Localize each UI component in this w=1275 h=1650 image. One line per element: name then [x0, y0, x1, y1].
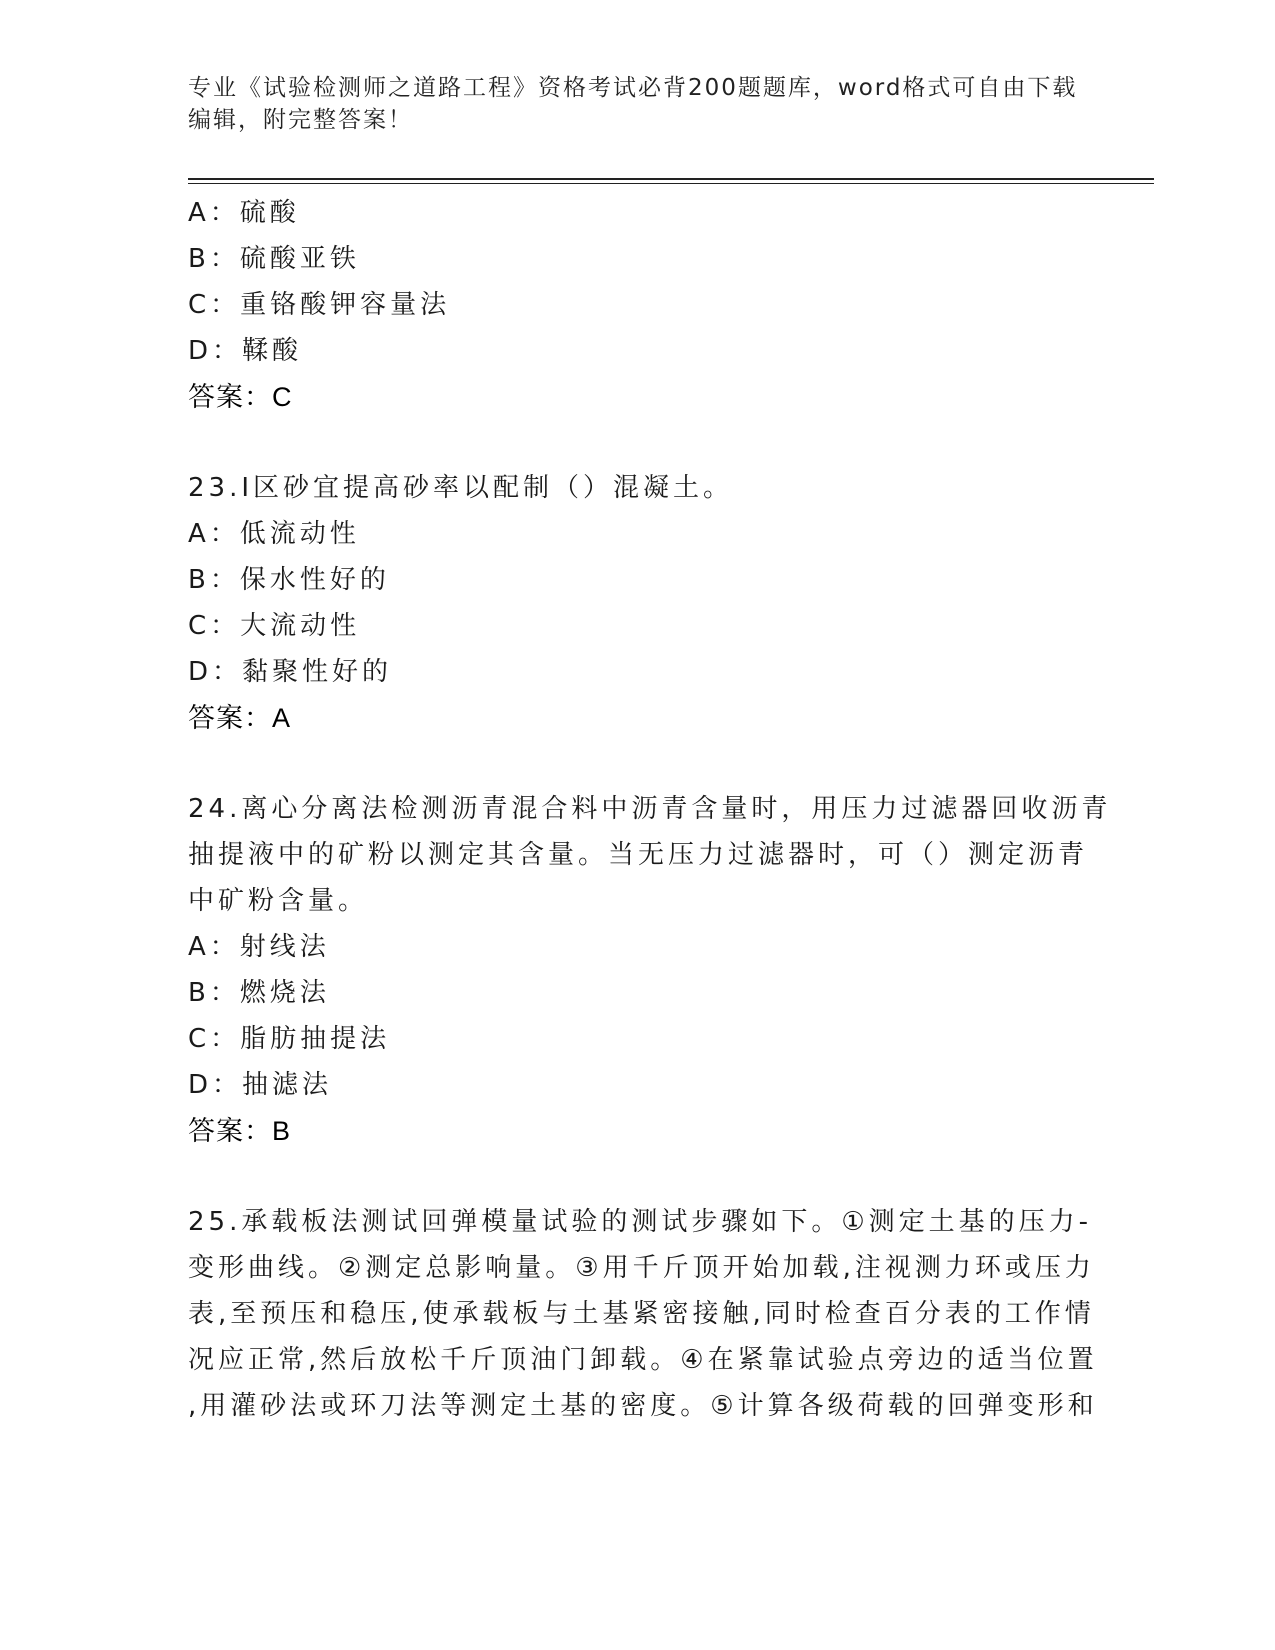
option-b: B：硫酸亚铁: [188, 244, 360, 274]
option-b: B：燃烧法: [188, 978, 330, 1008]
question-spacer: [188, 1154, 1088, 1199]
answer-line: 答案：B: [188, 1116, 292, 1146]
question-23: [188, 465, 1088, 741]
header-rule-thick: [188, 178, 1154, 180]
question-22: [188, 190, 1088, 420]
option-c: C：重铬酸钾容量法: [188, 290, 451, 320]
option-d: D：黏聚性好的: [188, 657, 393, 687]
option-b: B：保水性好的: [188, 565, 390, 595]
option-d: D：鞣酸: [188, 336, 303, 366]
option-c: C：大流动性: [188, 611, 361, 641]
option-d: D：抽滤法: [188, 1070, 333, 1100]
question-25: [188, 1199, 1098, 1429]
header-line-2: 编辑，附完整答案！: [188, 107, 413, 133]
option-a: A：射线法: [188, 932, 330, 962]
question-stem: 23.Ⅰ区砂宜提高砂率以配制（）混凝土。: [188, 473, 734, 503]
question-stem-line: 24.离心分离法检测沥青混合料中沥青含量时，用压力过滤器回收沥青: [188, 794, 1112, 824]
document-body: [188, 190, 1112, 1429]
question-stem-line: 中矿粉含量。: [188, 886, 369, 916]
question-spacer: [188, 420, 1088, 465]
question-stem-line: 变形曲线。②测定总影响量。③用千斤顶开始加载,注视测力环或压力: [188, 1253, 1095, 1283]
question-stem-line: 抽提液中的矿粉以测定其含量。当无压力过滤器时，可（）测定沥青: [188, 840, 1089, 870]
option-a: A：硫酸: [188, 198, 300, 228]
question-spacer: [188, 741, 1088, 786]
question-stem-line: 表,至预压和稳压,使承载板与土基紧密接触,同时检查百分表的工作情: [188, 1299, 1095, 1329]
question-stem-line: ,用灌砂法或环刀法等测定土基的密度。⑤计算各级荷载的回弹变形和: [188, 1391, 1098, 1421]
question-stem-line: 况应正常,然后放松千斤顶油门卸载。④在紧靠试验点旁边的适当位置: [188, 1345, 1098, 1375]
document-header: [188, 72, 1088, 136]
question-24: [188, 786, 1112, 1154]
answer-line: 答案：A: [188, 703, 292, 733]
question-stem-line: 25.承载板法测试回弹模量试验的测试步骤如下。①测定土基的压力-: [188, 1207, 1093, 1237]
answer-line: 答案：C: [188, 382, 293, 412]
option-a: A：低流动性: [188, 519, 360, 549]
header-line-1: 专业《试验检测师之道路工程》资格考试必背200题题库，word格式可自由下载: [188, 75, 1078, 101]
header-rule-thin: [188, 183, 1154, 184]
option-c: C：脂肪抽提法: [188, 1024, 391, 1054]
